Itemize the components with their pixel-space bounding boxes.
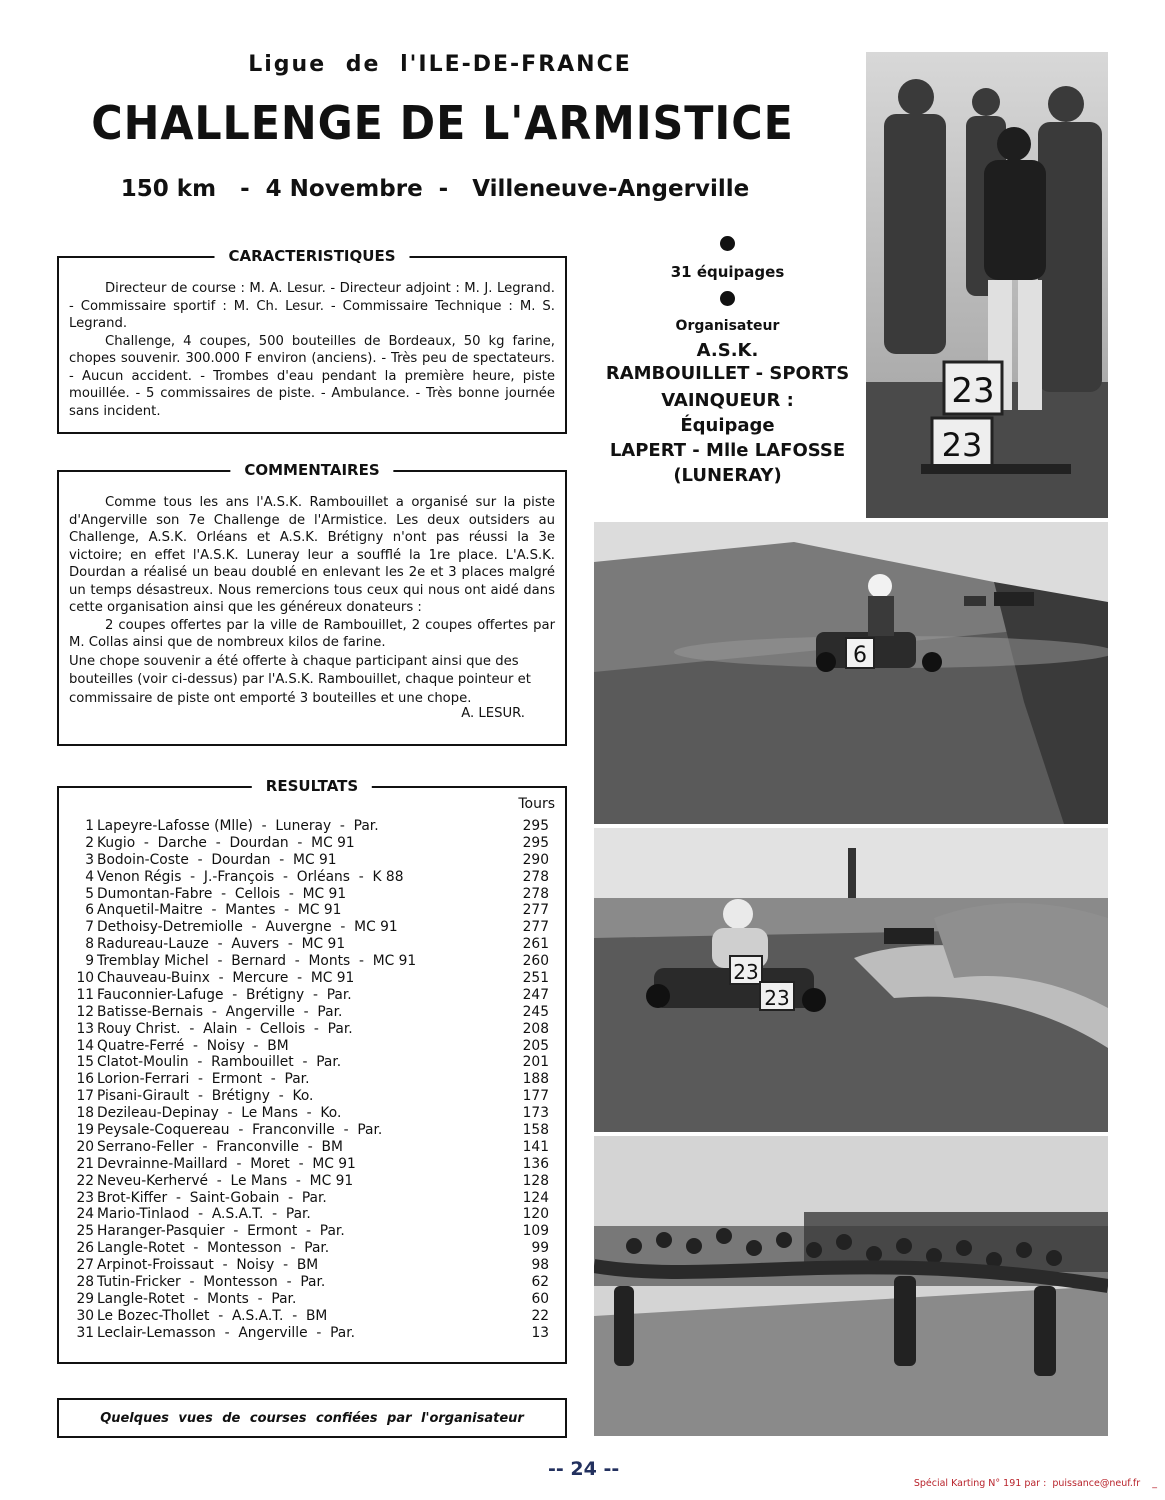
result-team: Mario-Tinlaod - A.S.A.T. - Par. xyxy=(97,1206,311,1223)
result-row xyxy=(69,1325,555,1342)
result-tours: 188 xyxy=(522,1071,549,1088)
result-team: Pisani-Girault - Brétigny - Ko. xyxy=(97,1088,314,1105)
result-tours: 245 xyxy=(522,1003,549,1020)
result-team: Quatre-Ferré - Noisy - BM xyxy=(97,1037,289,1054)
result-row xyxy=(69,1240,555,1257)
result-team: Arpinot-Froissaut - Noisy - BM xyxy=(97,1257,319,1274)
result-rank: 26 xyxy=(76,1240,94,1257)
team-photo-number-2: 23 xyxy=(941,426,983,464)
result-row xyxy=(69,1308,555,1325)
result-row xyxy=(69,1223,555,1240)
result-row xyxy=(69,1071,555,1088)
organisateur-name-1: A.S.K. xyxy=(696,340,759,361)
league-heading: Ligue de l'ILE-DE-FRANCE xyxy=(248,52,632,77)
result-rank: 6 xyxy=(85,902,94,919)
result-rank: 13 xyxy=(76,1020,94,1037)
result-team: Dethoisy-Detremiolle - Auvergne - MC 91 xyxy=(97,919,398,936)
result-rank: 25 xyxy=(76,1223,94,1240)
commentaires-text-2: 2 coupes offertes par la ville de Rambouillet, 2 coupes offertes par M. Collas ainsi que de nombreux kilos de farine. xyxy=(69,617,555,650)
result-rank: 11 xyxy=(76,986,94,1003)
result-row xyxy=(69,1257,555,1274)
result-tours: 120 xyxy=(522,1206,549,1223)
result-row xyxy=(69,1156,555,1173)
result-rank: 21 xyxy=(76,1155,94,1172)
result-rank: 3 xyxy=(85,851,94,868)
result-row xyxy=(69,1122,555,1139)
result-tours: 295 xyxy=(522,834,549,851)
result-tours: 22 xyxy=(531,1307,549,1324)
result-tours: 173 xyxy=(522,1105,549,1122)
result-rank: 22 xyxy=(76,1172,94,1189)
result-row xyxy=(69,1105,555,1122)
result-team: Rouy Christ. - Alain - Cellois - Par. xyxy=(97,1020,353,1037)
result-rank: 12 xyxy=(76,1003,94,1020)
vainqueur-label: VAINQUEUR : xyxy=(661,390,794,411)
result-rank: 23 xyxy=(76,1189,94,1206)
winners-club: (LUNERAY) xyxy=(673,465,782,486)
result-row xyxy=(69,886,555,903)
result-row xyxy=(69,1004,555,1021)
page-number: -- 24 -- xyxy=(548,1458,620,1480)
organisateur-name-2: RAMBOUILLET - SPORTS xyxy=(605,363,850,384)
result-team: Brot-Kiffer - Saint-Gobain - Par. xyxy=(97,1189,327,1206)
result-tours: 136 xyxy=(522,1155,549,1172)
result-rank: 19 xyxy=(76,1122,94,1139)
result-rank: 4 xyxy=(85,868,94,885)
result-team: Langle-Rotet - Montesson - Par. xyxy=(97,1240,330,1257)
result-row xyxy=(69,1038,555,1055)
result-team: Batisse-Bernais - Angerville - Par. xyxy=(97,1003,343,1020)
result-team: Serrano-Feller - Franconville - BM xyxy=(97,1138,343,1155)
result-team: Lapeyre-Lafosse (Mlle) - Luneray - Par. xyxy=(97,818,379,834)
page-title: CHALLENGE DE L'ARMISTICE xyxy=(91,96,794,150)
result-row xyxy=(69,1088,555,1105)
result-tours: 99 xyxy=(531,1240,549,1257)
equipages-count: 31 équipages xyxy=(670,263,785,281)
event-subtitle: 150 km - 4 Novembre - Villeneuve-Angerville xyxy=(120,176,750,202)
result-row xyxy=(69,1139,555,1156)
result-rank: 1 xyxy=(85,818,94,834)
result-row xyxy=(69,1206,555,1223)
winners-names: LAPERT - Mlle LAFOSSE xyxy=(609,440,846,461)
result-tours: 62 xyxy=(531,1274,549,1291)
result-row xyxy=(69,936,555,953)
result-rank: 24 xyxy=(76,1206,94,1223)
result-rank: 28 xyxy=(76,1274,94,1291)
result-tours: 109 xyxy=(522,1223,549,1240)
commentaires-text-3: Une chope souvenir a été offerte à chaque participant ainsi que des bouteilles (voir ci-dessus) par l'A.S.K. Rambouillet, chaque pointeur et commissaire de piste ont emporté 3 bouteilles et une chope. xyxy=(69,653,531,706)
result-tours: 141 xyxy=(522,1138,549,1155)
result-tours: 98 xyxy=(531,1257,549,1274)
result-rank: 18 xyxy=(76,1105,94,1122)
result-tours: 60 xyxy=(531,1290,549,1307)
result-rank: 14 xyxy=(76,1037,94,1054)
result-tours: 278 xyxy=(522,868,549,885)
result-tours: 277 xyxy=(522,902,549,919)
result-team: Bodoin-Coste - Dourdan - MC 91 xyxy=(97,851,337,868)
result-rank: 15 xyxy=(76,1054,94,1071)
result-row xyxy=(69,852,555,869)
result-team: Kugio - Darche - Dourdan - MC 91 xyxy=(97,834,355,851)
result-tours: 251 xyxy=(522,970,549,987)
result-rank: 17 xyxy=(76,1088,94,1105)
equipage-label: Équipage xyxy=(680,415,775,436)
result-tours: 260 xyxy=(522,953,549,970)
result-tours: 128 xyxy=(522,1172,549,1189)
result-tours: 205 xyxy=(522,1037,549,1054)
result-team: Peysale-Coquereau - Franconville - Par. xyxy=(97,1122,383,1139)
caracteristiques-text-2: Challenge, 4 coupes, 500 bouteilles de Bordeaux, 50 kg farine, chopes souvenir. 300.000 F environ (anciens). - Très peu de spectateurs. - Aucun accident. - Trombes d'eau pendant la première heure, piste mouillée. - 5 commissaires de piste. - Ambulance. - Très bonne journée sans incident. xyxy=(69,333,555,419)
organisateur-label: Organisateur xyxy=(675,318,780,334)
result-row xyxy=(69,1021,555,1038)
resultats-title: RESULTATS xyxy=(252,777,372,795)
credit-line: Spécial Karting N° 191 par : puissance@neuf.fr _ xyxy=(913,1478,1157,1489)
caracteristiques-title: CARACTERISTIQUES xyxy=(215,247,410,265)
result-team: Lorion-Ferrari - Ermont - Par. xyxy=(97,1071,310,1088)
result-tours: 124 xyxy=(522,1189,549,1206)
caracteristiques-text-1: Directeur de course : M. A. Lesur. - Directeur adjoint : M. J. Legrand. - Commissaire sportif : M. Ch. Lesur. - Commissaire Technique : M. S. Legrand. xyxy=(69,281,555,331)
bullet-dot-icon xyxy=(720,236,735,251)
result-row xyxy=(69,919,555,936)
result-tours: 13 xyxy=(531,1324,549,1341)
result-tours: 295 xyxy=(522,818,549,834)
commentaires-signature: A. LESUR. xyxy=(461,706,525,721)
commentaires-text-1: Comme tous les ans l'A.S.K. Rambouillet a organisé sur la piste d'Angerville son 7e Challenge de l'Armistice. Les deux outsiders au Challenge, A.S.K. Orléans et A.S.K. Brétigny n'ont pas réussi la 3e victoire; en effet l'A.S.K. Luneray leur a soufflé la 1re place. L'A.S.K. Dourdan a réalisé un beau doublé en enlevant les 2e et 3 places malgré un temps désastreux. Nous remercions tous ceux qui nous ont aidé dans cette organisation ainsi que les généreux donateurs : xyxy=(69,495,555,615)
race-info xyxy=(585,236,870,486)
result-tours: 278 xyxy=(522,885,549,902)
result-team: Leclair-Lemasson - Angerville - Par. xyxy=(97,1324,356,1341)
result-team: Neveu-Kerhervé - Le Mans - MC 91 xyxy=(97,1172,354,1189)
race-photo-3 xyxy=(594,1136,1108,1436)
caracteristiques-box xyxy=(57,247,567,434)
result-row xyxy=(69,902,555,919)
result-team: Tremblay Michel - Bernard - Monts - MC 91 xyxy=(97,953,417,970)
commentaires-title: COMMENTAIRES xyxy=(230,461,393,479)
result-tours: 261 xyxy=(522,936,549,953)
result-row xyxy=(69,1190,555,1207)
result-tours: 208 xyxy=(522,1020,549,1037)
result-team: Haranger-Pasquier - Ermont - Par. xyxy=(97,1223,345,1240)
result-rank: 7 xyxy=(85,919,94,936)
result-team: Langle-Rotet - Monts - Par. xyxy=(97,1290,297,1307)
result-team: Dezileau-Depinay - Le Mans - Ko. xyxy=(97,1105,342,1122)
result-tours: 177 xyxy=(522,1088,549,1105)
result-rank: 31 xyxy=(76,1324,94,1341)
result-row xyxy=(69,953,555,970)
race-photo-1 xyxy=(594,522,1108,824)
result-row xyxy=(69,1173,555,1190)
result-rank: 29 xyxy=(76,1290,94,1307)
result-team: Devrainne-Maillard - Moret - MC 91 xyxy=(97,1155,356,1172)
result-rank: 30 xyxy=(76,1307,94,1324)
result-tours: 247 xyxy=(522,986,549,1003)
result-tours: 277 xyxy=(522,919,549,936)
result-rank: 8 xyxy=(85,936,94,953)
result-tours: 290 xyxy=(522,851,549,868)
result-team: Clatot-Moulin - Rambouillet - Par. xyxy=(97,1054,342,1071)
result-row xyxy=(69,869,555,886)
result-rank: 2 xyxy=(85,834,94,851)
result-team: Radureau-Lauze - Auvers - MC 91 xyxy=(97,936,346,953)
tours-header: Tours xyxy=(518,796,555,812)
result-team: Tutin-Fricker - Montesson - Par. xyxy=(97,1274,326,1291)
result-row xyxy=(69,970,555,987)
race-photo-2 xyxy=(594,828,1108,1132)
result-tours: 201 xyxy=(522,1054,549,1071)
result-rank: 20 xyxy=(76,1138,94,1155)
resultats-box xyxy=(57,777,567,1364)
commentaires-box xyxy=(57,461,567,746)
result-rank: 10 xyxy=(76,970,94,987)
race-photo-2-number: 23 xyxy=(733,960,759,984)
result-row xyxy=(69,1274,555,1291)
result-row xyxy=(69,818,555,835)
result-team: Venon Régis - J.-François - Orléans - K 88 xyxy=(97,868,404,885)
result-team: Fauconnier-Lafuge - Brétigny - Par. xyxy=(97,986,352,1003)
result-row xyxy=(69,1054,555,1071)
race-photo-2-number-2: 23 xyxy=(764,986,790,1010)
photo-caption: Quelques vues de courses confiées par l'organisateur xyxy=(57,1398,567,1438)
result-tours: 158 xyxy=(522,1122,549,1139)
result-team: Anquetil-Maitre - Mantes - MC 91 xyxy=(97,902,342,919)
race-photo-1-number: 6 xyxy=(853,643,867,668)
result-row xyxy=(69,1291,555,1308)
result-team: Dumontan-Fabre - Cellois - MC 91 xyxy=(97,885,347,902)
result-rank: 9 xyxy=(85,953,94,970)
bullet-dot-icon xyxy=(720,291,735,306)
result-rank: 27 xyxy=(76,1257,94,1274)
result-rank: 16 xyxy=(76,1071,94,1088)
result-team: Le Bozec-Thollet - A.S.A.T. - BM xyxy=(97,1307,328,1324)
results-list xyxy=(69,818,555,1342)
result-team: Chauveau-Buinx - Mercure - MC 91 xyxy=(97,970,355,987)
result-row xyxy=(69,987,555,1004)
result-rank: 5 xyxy=(85,885,94,902)
team-photo-number: 23 xyxy=(951,371,995,411)
team-photo xyxy=(866,52,1108,518)
result-row xyxy=(69,835,555,852)
